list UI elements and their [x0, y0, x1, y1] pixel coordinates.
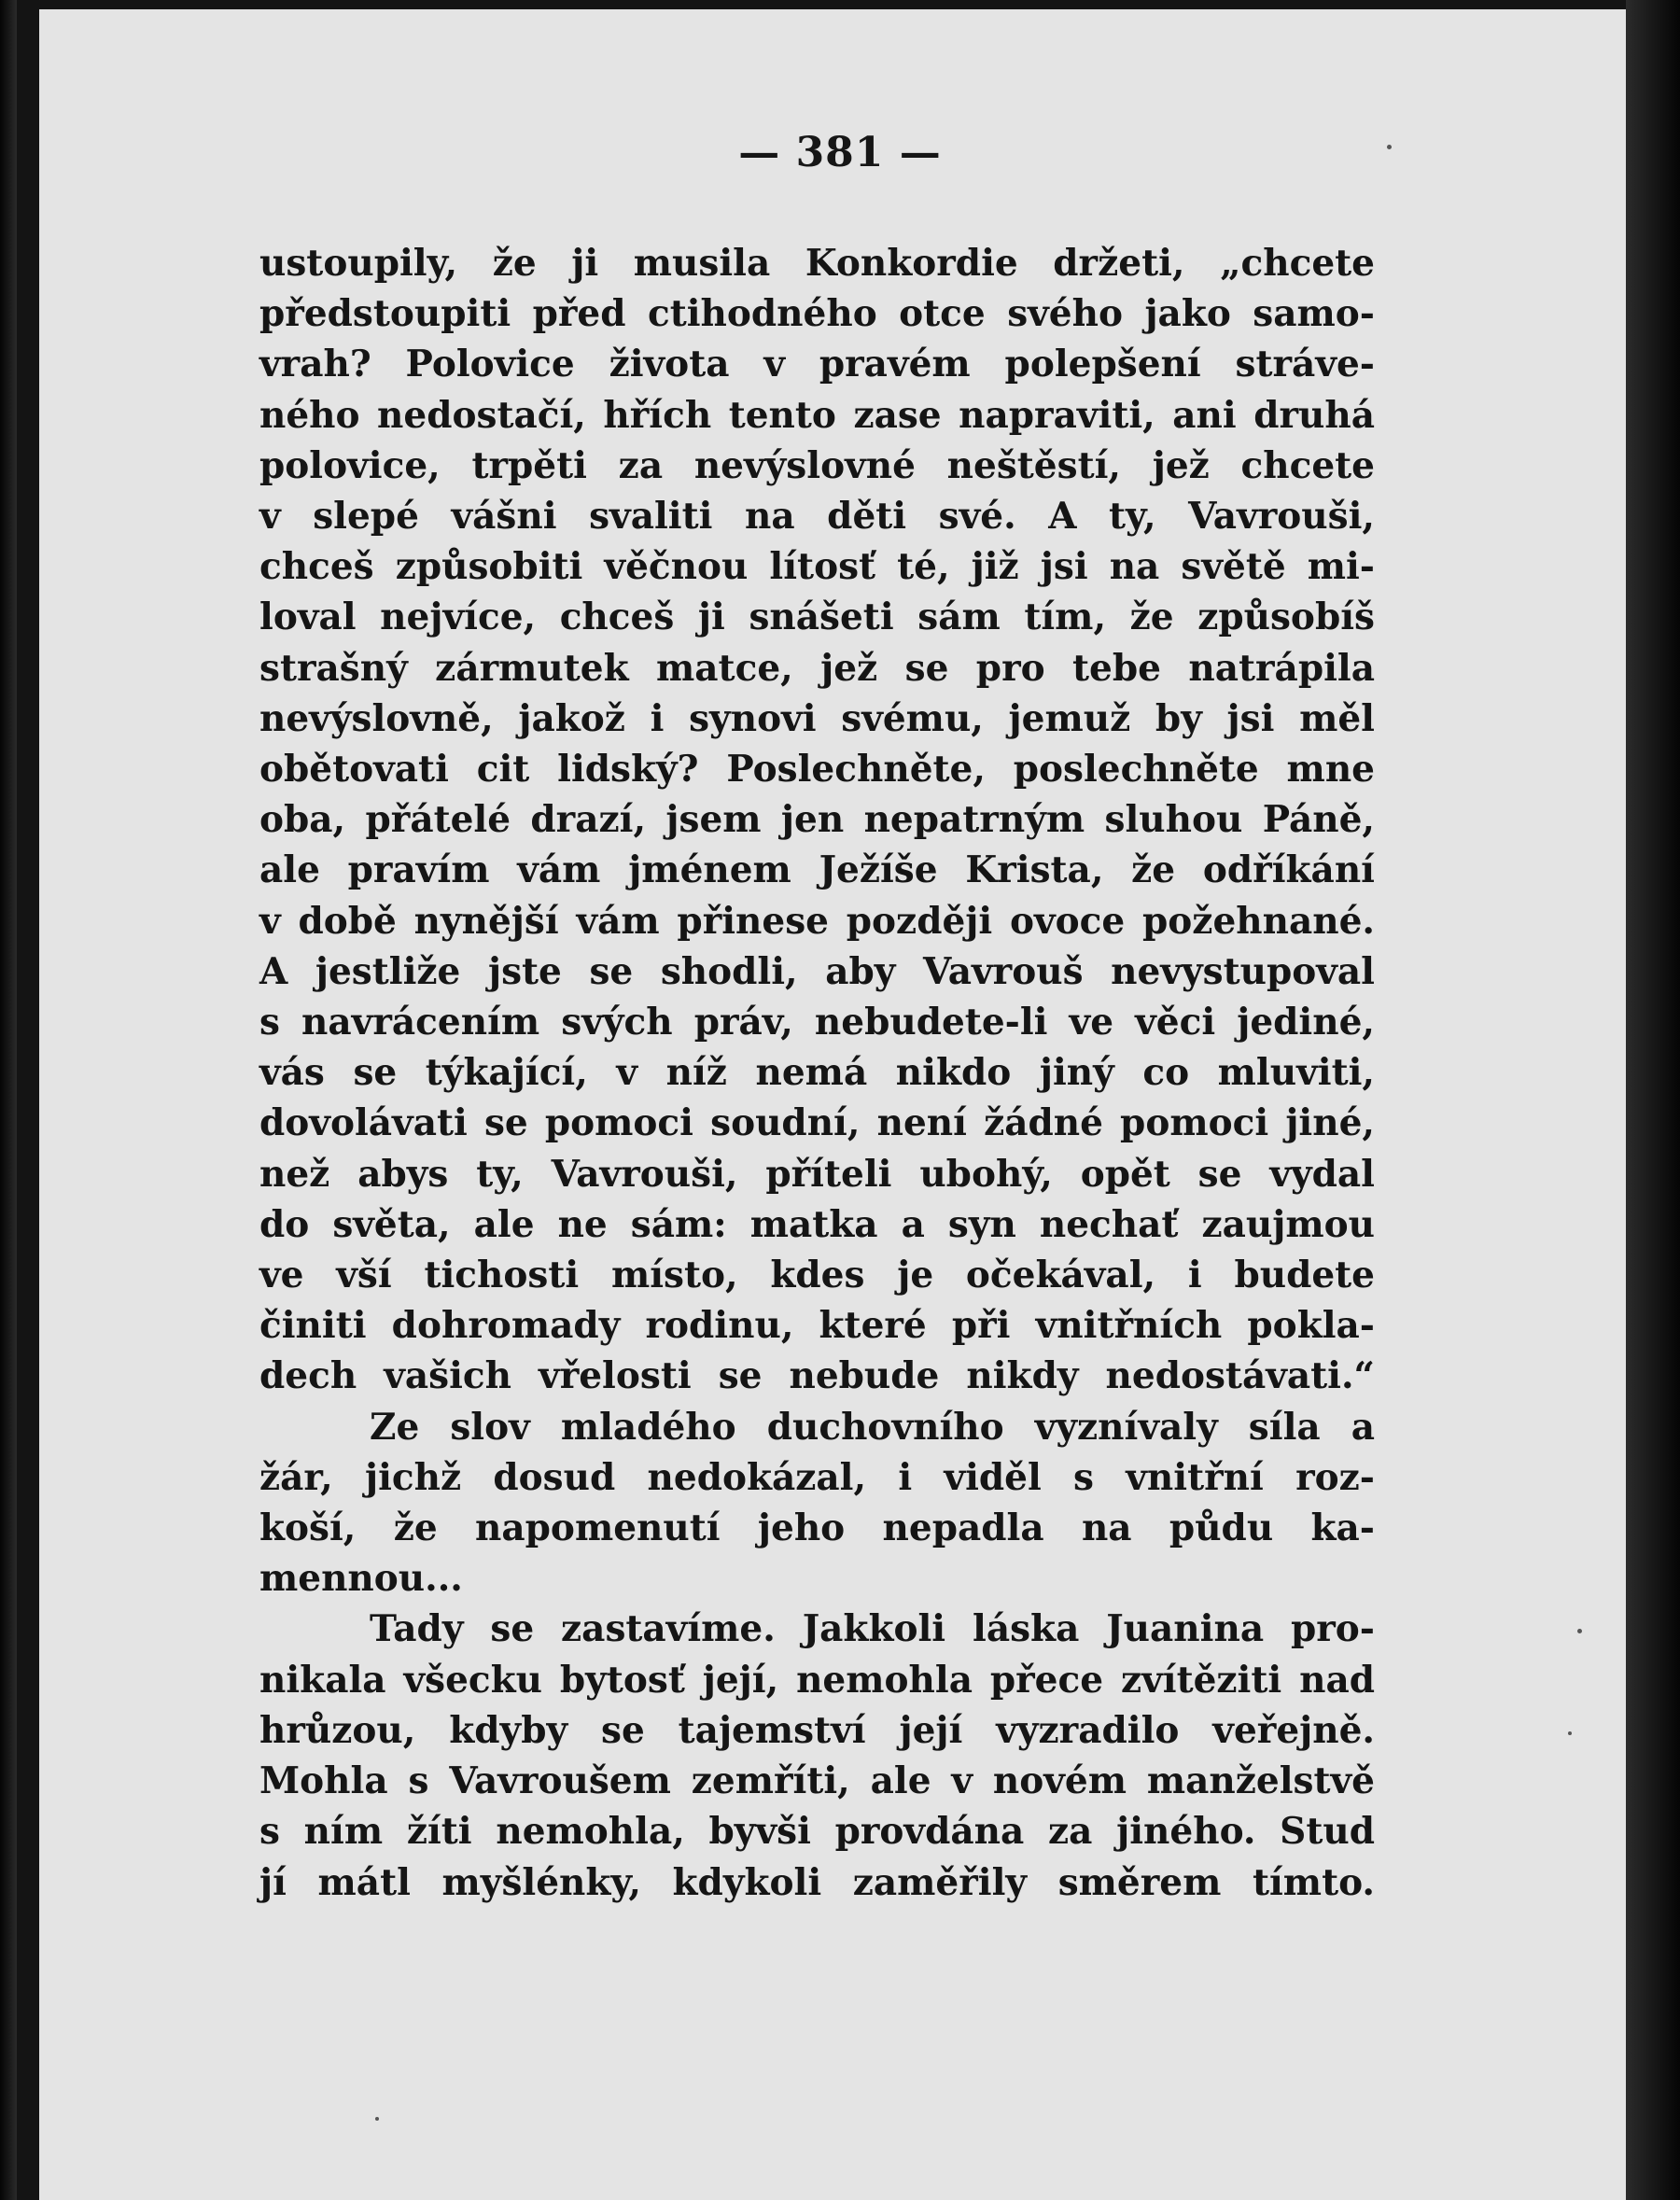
page-number: — 381 — — [738, 129, 942, 176]
body-text — [259, 238, 1375, 1908]
text-line: oba, přátelé drazí, jsem jen nepatrným sluhou Páně, — [259, 798, 1375, 842]
text-line: koší, že napomenutí jeho nepadla na půdu ka- — [259, 1506, 1375, 1550]
text-line: chceš způsobiti věčnou lítosť té, již jsi na světě mi- — [259, 545, 1375, 589]
text-line: strašný zármutek matce, jež se pro tebe natrápila — [259, 646, 1375, 690]
text-line: do světa, ale ne sám: matka a syn nechať zaujmou — [259, 1202, 1375, 1246]
text-line: v době nynější vám přinese později ovoce požehnané. — [259, 899, 1375, 943]
text-line: s navrácením svých práv, nebudete-li ve věci jediné, — [259, 1001, 1375, 1044]
text-line: loval nejvíce, chceš ji snášeti sám tím, že způsobíš — [259, 596, 1375, 639]
dust-speck — [1577, 1629, 1582, 1633]
text-line: dovolávati se pomoci soudní, není žádné pomoci jiné, — [259, 1101, 1375, 1145]
text-line: nevýslovně, jakož i synovi svému, jemuž by jsi měl — [259, 696, 1375, 740]
text-line: ale pravím vám jménem Ježíše Krista, že odříkání — [259, 848, 1375, 892]
text-line: předstoupiti před ctihodného otce svého jako samo- — [259, 292, 1375, 336]
text-line: než abys ty, Vavrouši, příteli ubohý, opět se vydal — [259, 1152, 1375, 1196]
text-line: mennou... — [259, 1557, 463, 1601]
text-line: hrůzou, kdyby se tajemství její vyzradilo veřejně. — [259, 1708, 1375, 1752]
text-line: s ním žíti nemohla, byvši provdána za jiného. Stud — [259, 1810, 1375, 1854]
text-line: jí mátl myšlénky, kdykoli zaměřily směrem tímto. — [259, 1860, 1375, 1904]
text-line: ve vší tichosti místo, kdes je očekával, i budete — [259, 1254, 1375, 1297]
text-line: polovice, trpěti za nevýslovné neštěstí, jež chcete — [259, 443, 1375, 487]
text-line: v slepé vášni svaliti na děti své. A ty, Vavrouši, — [259, 495, 1375, 539]
page-edge-left — [0, 0, 17, 2200]
text-line: ustoupily, že ji musila Konkordie držeti, „chcete — [259, 242, 1375, 285]
text-line: vrah? Polovice života v pravém polepšení stráve- — [259, 343, 1375, 386]
text-line: A jestliže jste se shodli, aby Vavrouš nevystupoval — [259, 949, 1375, 993]
page-edge-right — [1626, 0, 1680, 2200]
text-line: dech vašich vřelosti se nebude nikdy nedostávati.“ — [259, 1354, 1375, 1398]
text-line: žár, jichž dosud nedokázal, i viděl s vnitřní roz- — [259, 1455, 1375, 1499]
dust-speck — [375, 2117, 379, 2121]
text-line: obětovati cit lidský? Poslechněte, poslechněte mne — [259, 748, 1375, 792]
text-line: nikala všecku bytosť její, nemohla přece zvítěziti nad — [259, 1658, 1375, 1702]
text-line: Ze slov mladého duchovního vyznívaly síla a — [370, 1405, 1375, 1449]
text-line: Mohla s Vavroušem zemříti, ale v novém manželstvě — [259, 1759, 1375, 1803]
text-line: činiti dohromady rodinu, které při vnitřních pokla- — [259, 1304, 1375, 1348]
dust-speck — [1568, 1731, 1572, 1735]
text-line: vás se týkající, v níž nemá nikdo jiný co mluviti, — [259, 1051, 1375, 1095]
text-line: ného nedostačí, hřích tento zase napraviti, ani druhá — [259, 393, 1375, 437]
text-line: Tady se zastavíme. Jakkoli láska Juanina pro- — [370, 1607, 1375, 1651]
